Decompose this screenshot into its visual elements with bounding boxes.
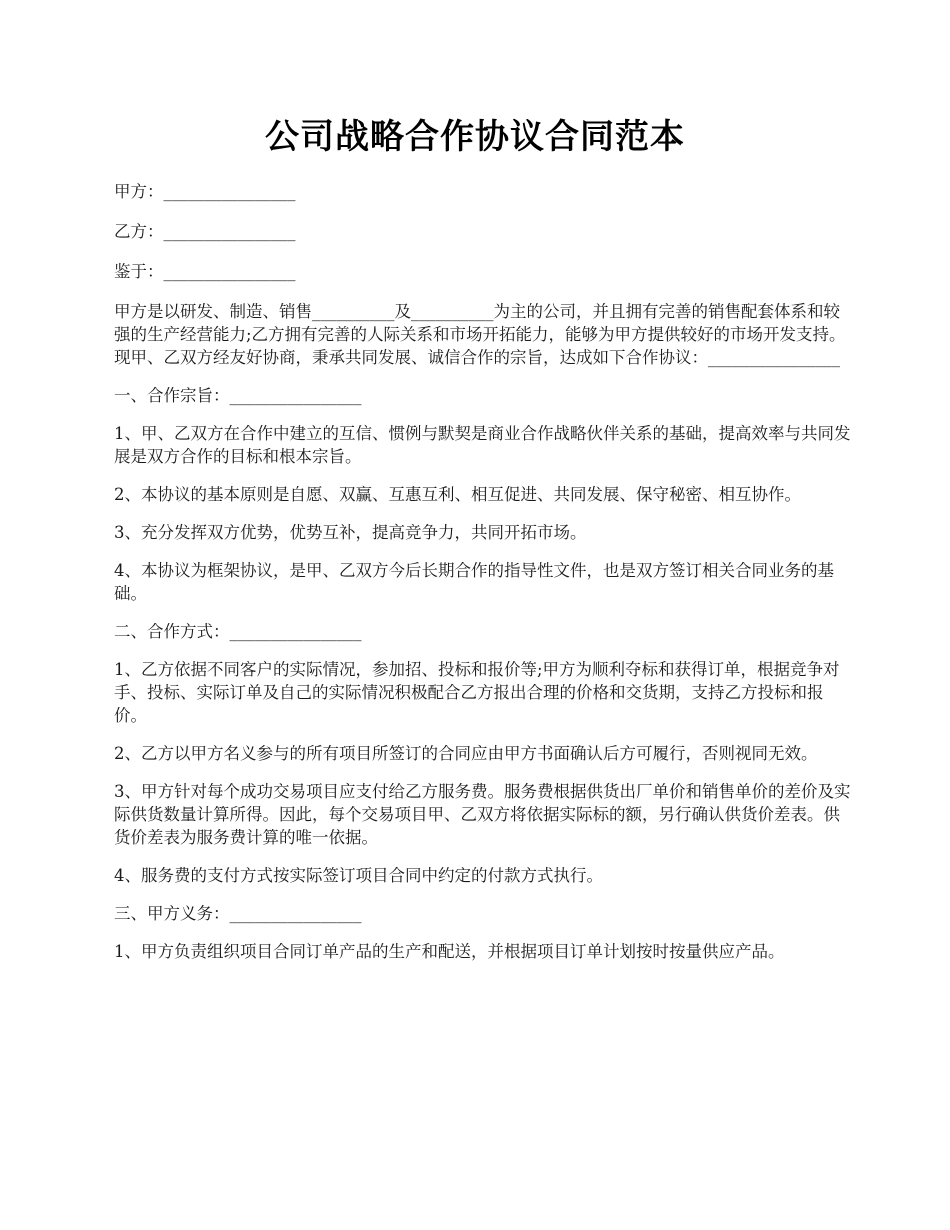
section-heading-obligations: 三、甲方义务：________________ [114, 904, 362, 923]
clause-paragraph: 3、甲方针对每个成功交易项目应支付给乙方服务费。服务费根据供货出厂单价和销售单价的差价及实际供货数量计算所得。因此，每个交易项目甲、乙双方将依据实际标的额，另行确认供货价差表。供货价差表为服务费计算的唯一依据。 [114, 782, 851, 847]
section-heading-purpose: 一、合作宗旨：________________ [114, 386, 362, 405]
clause-paragraph: 4、服务费的支付方式按实际签订项目合同中约定的付款方式执行。 [114, 866, 603, 885]
clause-paragraph: 4、本协议为框架协议，是甲、乙双方今后长期合作的指导性文件，也是双方签订相关合同业务的基础。 [114, 561, 834, 603]
clause-paragraph: 1、甲、乙双方在合作中建立的互信、惯例与默契是商业合作战略伙伴关系的基础，提高效率与共同发展是双方合作的目标和根本宗旨。 [114, 424, 851, 466]
witness-line: 鉴于：________________ [114, 262, 296, 281]
clause-paragraph: 1、乙方依据不同客户的实际情况，参加招、投标和报价等;甲方为顺利夺标和获得订单，根据竞争对手、投标、实际订单及自己的实际情况积极配合乙方报出合理的价格和交货期，支持乙方投标和报价。 [114, 660, 840, 725]
party-b-line: 乙方：________________ [114, 222, 296, 241]
clause-paragraph: 2、本协议的基本原则是自愿、双赢、互惠互利、相互促进、共同发展、保守秘密、相互协作。 [114, 485, 801, 504]
section-heading-method: 二、合作方式：________________ [114, 622, 362, 641]
document-body [114, 180, 854, 978]
clause-paragraph: 2、乙方以甲方名义参与的所有项目所签订的合同应由甲方书面确认后方可履行，否则视同无效。 [114, 744, 818, 763]
clause-paragraph: 3、充分发挥双方优势，优势互补，提高竞争力，共同开拓市场。 [114, 523, 587, 542]
clause-paragraph: 1、甲方负责组织项目合同订单产品的生产和配送，并根据项目订单计划按时按量供应产品。 [114, 942, 785, 961]
document-title: 公司战略合作协议合同范本 [265, 117, 685, 157]
intro-paragraph: 甲方是以研发、制造、销售__________及__________为主的公司，并且拥有完善的销售配套体系和较强的生产经营能力;乙方拥有完善的人际关系和市场开拓能力，能够为甲方提供较好的市场开发支持。现甲、乙双方经友好协商，秉承共同发展、诚信合作的宗旨，达成如下合作协议：________________ [114, 302, 846, 367]
party-a-line: 甲方：________________ [114, 182, 296, 201]
